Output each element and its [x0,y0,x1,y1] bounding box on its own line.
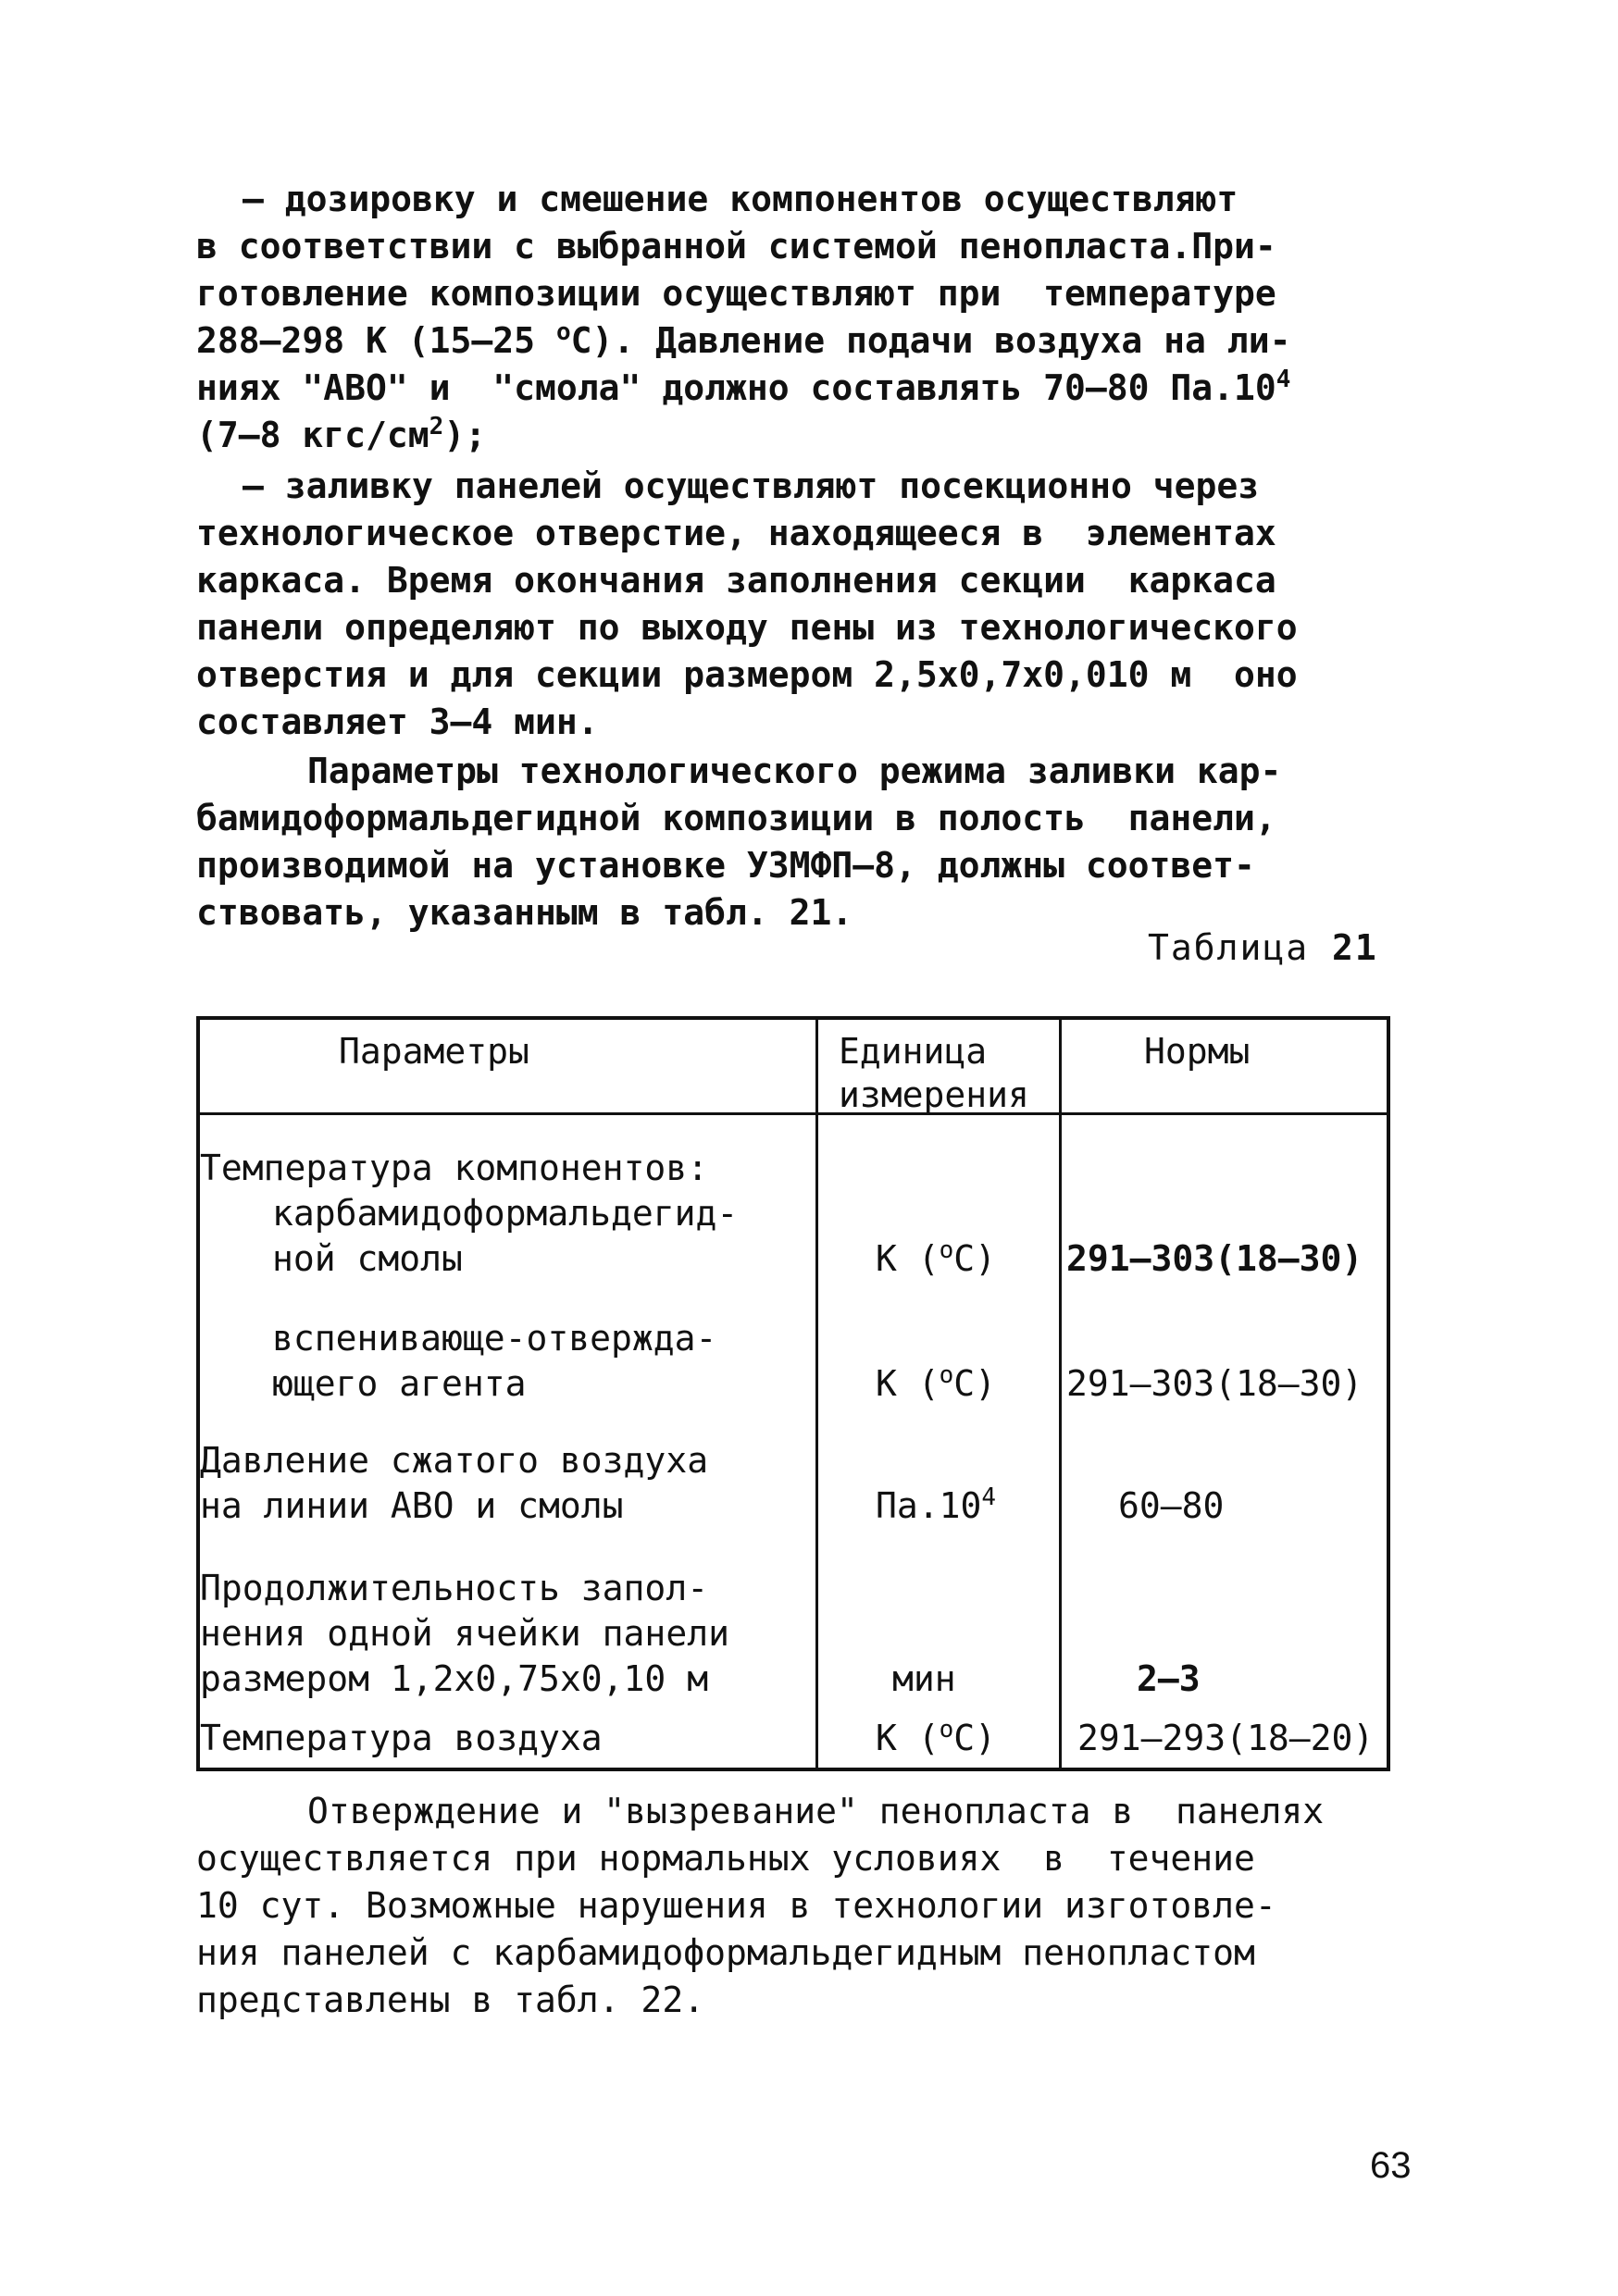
table-caption-label: Таблица [1148,927,1310,968]
header-unit-line2: измерения [839,1074,1029,1115]
degree-superscript: o [939,1236,954,1264]
paragraph-curing [196,1788,1400,2024]
table-caption-number: 21 [1332,927,1378,968]
text-line: представлены в табл. 22. [196,1980,705,2020]
text-line-units [196,412,1400,459]
text-line: ния панелей с карбамидоформальдегидным пенопластом [196,1932,1255,1973]
text-fragment: К ( [876,1363,940,1404]
text-line: – дозировку и смешение компонентов осуществляют [243,179,1238,219]
degree-superscript: o [555,318,571,346]
row-pressure-line1: Давление сжатого воздуха [200,1440,709,1481]
text-line-pressure [196,365,1400,412]
row-resin-line1: карбамидоформальдегид- [272,1193,739,1234]
header-params: Параметры [339,1031,529,1072]
row-resin-norm: 291–303(18–30) [1066,1238,1363,1279]
text-line: бамидоформальдегидной композиции в полость панели, [196,798,1276,838]
text-line: производимой на установке УЗМФП–8, должны соответ- [196,845,1255,886]
paragraph-filling [196,463,1400,746]
text-fragment: (7–8 кгс/см [196,415,429,455]
exponent-superscript: 4 [1276,366,1291,393]
row-air-norm: 291–293(18–20) [1077,1718,1375,1758]
text-fragment: 288–298 К (15–25 [196,320,556,361]
row-resin-unit [876,1236,996,1282]
text-line: ствовать, указанным в табл. 21. [196,892,853,933]
text-line: Параметры технологического режима заливки кар- [307,751,1282,791]
row-air-unit [876,1716,996,1761]
parameters-table [196,1016,1390,1771]
row-duration-unit: мин [892,1658,956,1699]
page-number: 63 [1370,2145,1412,2186]
text-line: 10 сут. Возможные нарушения в технологии изготовле- [196,1885,1276,1926]
row-duration-norm: 2–3 [1137,1658,1201,1699]
row-pressure-unit [876,1483,996,1529]
text-line: – заливку панелей осуществляют посекционно через [243,465,1260,506]
row-resin-line2: ной смолы [272,1238,463,1279]
exponent-superscript: 2 [429,413,444,441]
degree-superscript: o [939,1361,954,1389]
row-temp-components: Температура компонентов: [200,1148,709,1188]
text-line: отверстия и для секции размером 2,5х0,7х0,010 м оно [196,654,1298,695]
text-fragment: С). Давление подачи воздуха на ли- [570,320,1291,361]
text-line: панели определяют по выходу пены из технологического [196,607,1298,648]
text-line: каркаса. Время окончания заполнения секции каркаса [196,560,1276,601]
table-caption [1148,927,1378,968]
text-fragment: ); [443,415,487,455]
text-line-temperature [196,317,1400,365]
row-duration-line3: размером 1,2х0,75х0,10 м [200,1658,709,1699]
text-line: составляет 3–4 мин. [196,701,599,742]
row-pressure-line2: на линии АВО и смолы [200,1485,624,1526]
header-unit-line1: Единица [839,1031,988,1072]
row-agent-unit [876,1361,996,1407]
text-line: технологическое отверстие, находящееся в элементах [196,513,1276,553]
text-fragment: ниях "АВО" и "смола" должно составлять 70–80 Па.10 [196,367,1276,408]
text-line: осуществляется при нормальных условиях в течение [196,1838,1255,1879]
text-fragment: К ( [876,1238,940,1279]
text-line: в соответствии с выбранной системой пенопласта.При- [196,226,1276,267]
row-agent-line2: ющего агента [272,1363,527,1404]
text-line: готовление композиции осуществляют при температуре [196,273,1276,314]
text-fragment: С) [953,1238,997,1279]
row-duration-line2: нения одной ячейки панели [200,1613,729,1654]
text-fragment: С) [953,1718,997,1758]
table-header-divider [200,1112,1387,1115]
text-fragment: Па.10 [876,1485,982,1526]
table-column-divider [815,1020,818,1768]
row-agent-norm: 291–303(18–30) [1066,1363,1363,1404]
row-pressure-norm: 60–80 [1118,1485,1225,1526]
table-column-divider [1059,1020,1062,1768]
text-fragment: С) [953,1363,997,1404]
row-agent-line1: вспенивающе-отвержда- [272,1318,717,1359]
row-air-temp: Температура воздуха [200,1718,603,1758]
paragraph-parameters [196,748,1400,937]
text-fragment: К ( [876,1718,940,1758]
row-duration-line1: Продолжительность запол- [200,1568,709,1608]
header-norms: Нормы [1144,1031,1251,1072]
degree-superscript: o [939,1716,954,1744]
exponent-superscript: 4 [981,1483,997,1511]
paragraph-dosing [196,176,1400,459]
text-line: Отверждение и "вызревание" пенопласта в панелях [307,1791,1325,1831]
